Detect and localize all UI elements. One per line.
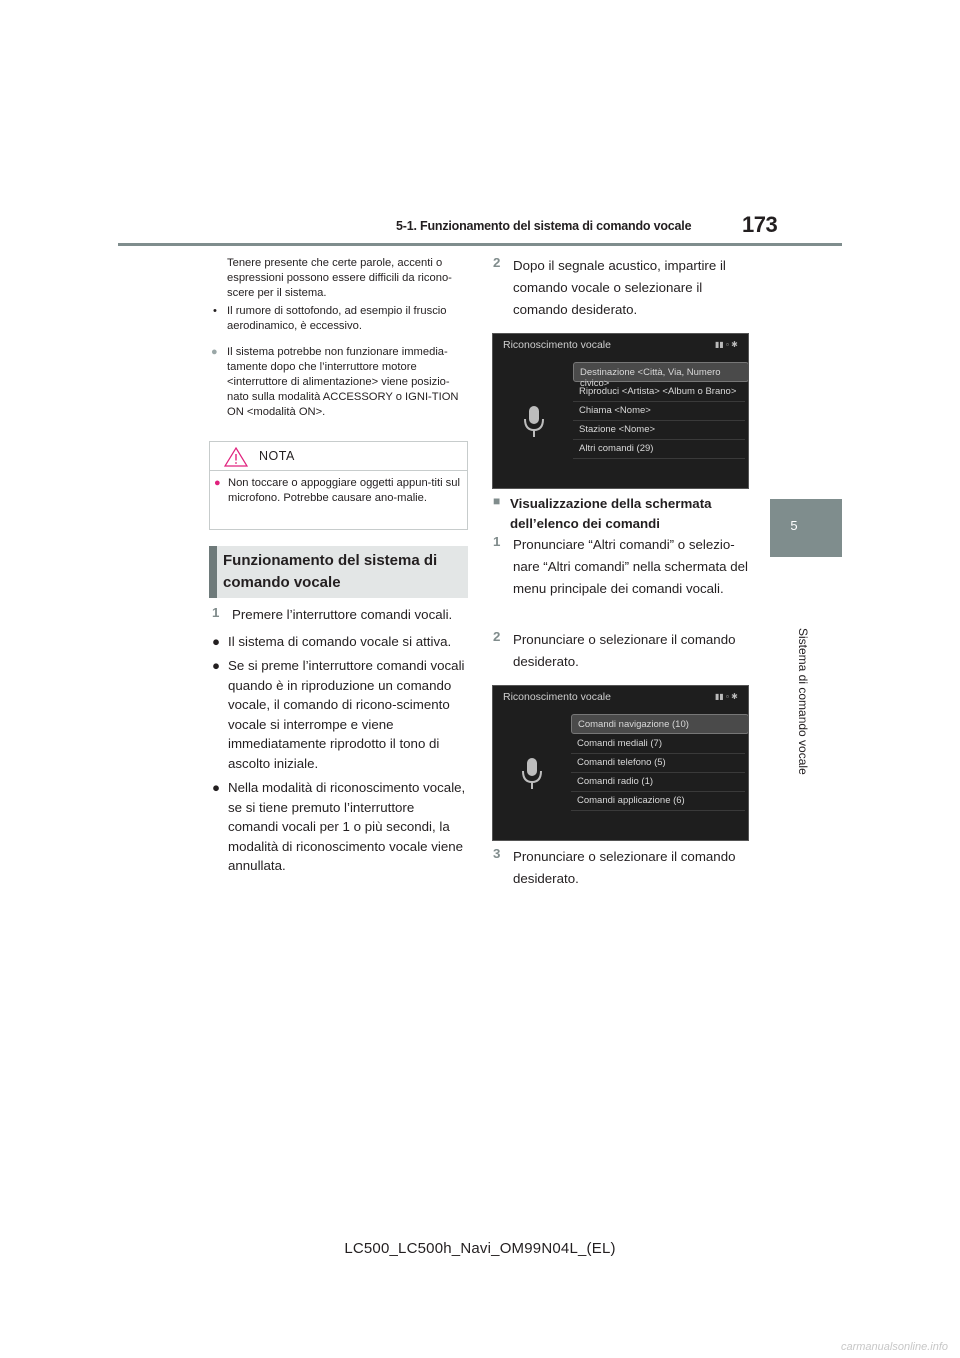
bullet-text-2: Se si preme l’interruttore comandi vocali quando è in riproduzione un comando vocale, il comando di ricono-scimento vocale si interrompe e viene immediatamente riprodotto il tono di ascolto iniziale. [228, 658, 465, 771]
nota-bullet-mark: ● [214, 477, 221, 489]
screen-title: Riconoscimento vocale [503, 691, 611, 703]
sub-step-3-number: 3 [493, 846, 501, 861]
microphone-icon [517, 756, 547, 792]
page-number: 173 [742, 212, 778, 237]
sub-step-2-text: Pronunciare o selezionare il comando desiderato. [513, 632, 736, 669]
screen-title: Riconoscimento vocale [503, 339, 611, 351]
continued-text: Tenere presente che certe parole, accenti o espressioni possono essere difficili da ricono-scere per il sistema. [227, 257, 452, 299]
command-category-item[interactable]: Comandi telefono (5) [571, 753, 745, 773]
sub-step-2-number: 2 [493, 629, 501, 644]
section-heading-bar [209, 546, 217, 598]
command-category-item[interactable]: Comandi navigazione (10) [571, 714, 749, 734]
sub-step-1-text: Pronunciare “Altri comandi” o selezio-nare “Altri comandi” nella schermata del menu principale dei comandi vocali. [513, 537, 749, 596]
nota-label: NOTA [259, 449, 295, 463]
step-1-text: Premere l’interruttore comandi vocali. [232, 607, 453, 622]
sub-step-3-text: Pronunciare o selezionare il comando desiderato. [513, 849, 736, 886]
microphone-icon [519, 404, 549, 440]
status-icons: ▮▮ ▫ ✱ [715, 340, 738, 349]
bullet-text-3: Nella modalità di riconoscimento vocale, se si tiene premuto l’interruttore comandi vocali per 1 o più secondi, la modalità di riconoscimento vocale viene annullata. [228, 780, 466, 874]
command-item[interactable]: Riproduci <Artista> <Album o Brano> [573, 382, 745, 402]
command-item[interactable]: Destinazione <Città, Via, Numero civico> [573, 362, 749, 382]
running-header-title: 5-1. Funzionamento del sistema di comando vocale [396, 219, 692, 233]
command-category-item[interactable]: Comandi radio (1) [571, 772, 745, 792]
sub-step-1-number: 1 [493, 534, 501, 549]
nota-divider [209, 470, 468, 471]
continued-bullet-mark: • [213, 305, 217, 317]
sub-heading-mark: ■ [493, 494, 501, 508]
continued-bullet-text: Il rumore di sottofondo, ad esempio il fruscio aerodinamico, è eccessivo. [227, 305, 447, 332]
step-1-number: 1 [212, 605, 220, 620]
note-text: Il sistema potrebbe non funzionare immedia-tamente dopo che l’interruttore motore <interruttore di alimentazione> viene posizio-nato sulla modalità ACCESSORY o IGNI-TION ON <modalità ON>. [227, 346, 459, 418]
voice-screen-command-list [492, 685, 749, 841]
command-item[interactable]: Chiama <Nome> [573, 401, 745, 421]
header-rule [118, 243, 842, 246]
bullet-mark-3: ● [212, 780, 221, 795]
command-item[interactable]: Stazione <Nome> [573, 420, 745, 440]
voice-screen-main-menu [492, 333, 749, 489]
bullet-text-1: Il sistema di comando vocale si attiva. [228, 634, 452, 649]
warning-triangle-icon [223, 446, 249, 468]
command-category-item[interactable]: Comandi mediali (7) [571, 734, 745, 754]
note-bullet-mark: ● [211, 346, 218, 358]
sub-heading: Visualizzazione della schermata dell’elenco dei comandi [510, 496, 712, 531]
step-2-text: Dopo il segnale acustico, impartire il comando vocale o selezionare il comando desiderato. [513, 258, 726, 317]
bullet-mark-1: ● [212, 634, 221, 649]
bullet-mark-2: ● [212, 658, 221, 673]
command-item[interactable]: Altri comandi (29) [573, 439, 745, 459]
status-icons: ▮▮ ▫ ✱ [715, 692, 738, 701]
nota-text: Non toccare o appoggiare oggetti appun-titi sul microfono. Potrebbe causare ano-malie. [228, 477, 460, 504]
chapter-tab-number: 5 [790, 518, 798, 533]
section-heading: Funzionamento del sistema di comando vocale [223, 552, 438, 591]
command-category-item[interactable]: Comandi applicazione (6) [571, 791, 745, 811]
footer-document-id: LC500_LC500h_Navi_OM99N04L_(EL) [344, 1240, 616, 1257]
step-2-number: 2 [493, 255, 501, 270]
chapter-tab-label: Sistema di comando vocale [796, 628, 810, 775]
watermark: carmanualsonline.info [840, 1341, 948, 1353]
